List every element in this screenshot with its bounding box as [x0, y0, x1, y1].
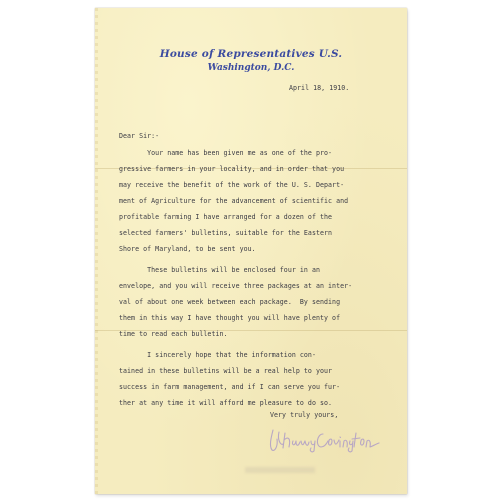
body-line: val of about one week between each package. By sending: [119, 298, 341, 306]
torn-edge: [95, 8, 98, 494]
letter-date: April 18, 1910.: [289, 84, 350, 92]
body-line: may receive the benefit of the work of the U. S. Depart-: [119, 181, 345, 189]
body-line: profitable farming I have arranged for a dozen of the: [119, 213, 333, 221]
letter-sheet: [95, 8, 407, 494]
body-line: selected farmers' bulletins, suitable for the Eastern: [119, 229, 333, 237]
letterhead-title: House of Representatives U.S.: [159, 48, 343, 60]
body-line: ther at any time it will afford me pleasure to do so.: [119, 399, 333, 407]
handwritten-signature: [265, 424, 383, 454]
body-line: ment of Agriculture for the advancement of scientific and: [119, 197, 349, 205]
body-line: success in farm management, and if I can serve you fur-: [119, 383, 341, 391]
body-line: gressive farmers in your locality, and in order that you: [119, 165, 345, 173]
closing: Very truly yours,: [270, 411, 339, 419]
body-line: I sincerely hope that the information con-: [119, 351, 316, 359]
body-line: Shore of Maryland, to be sent you.: [119, 245, 256, 253]
faded-stamp-mark: [245, 467, 315, 473]
body-line: Your name has been given me as one of the pro-: [119, 149, 333, 157]
letterhead-city: Washington, D.C.: [207, 63, 295, 73]
body-line: These bulletins will be enclosed four in an: [119, 266, 320, 274]
body-line: them in this way I have thought you will have plenty of: [119, 314, 341, 322]
body-line: time to read each bulletin.: [119, 330, 228, 338]
body-line: tained in these bulletins will be a real help to your: [119, 367, 333, 375]
body-line: envelope, and you will receive three packages at an inter-: [119, 282, 353, 290]
salutation: Dear Sir:-: [119, 132, 160, 140]
